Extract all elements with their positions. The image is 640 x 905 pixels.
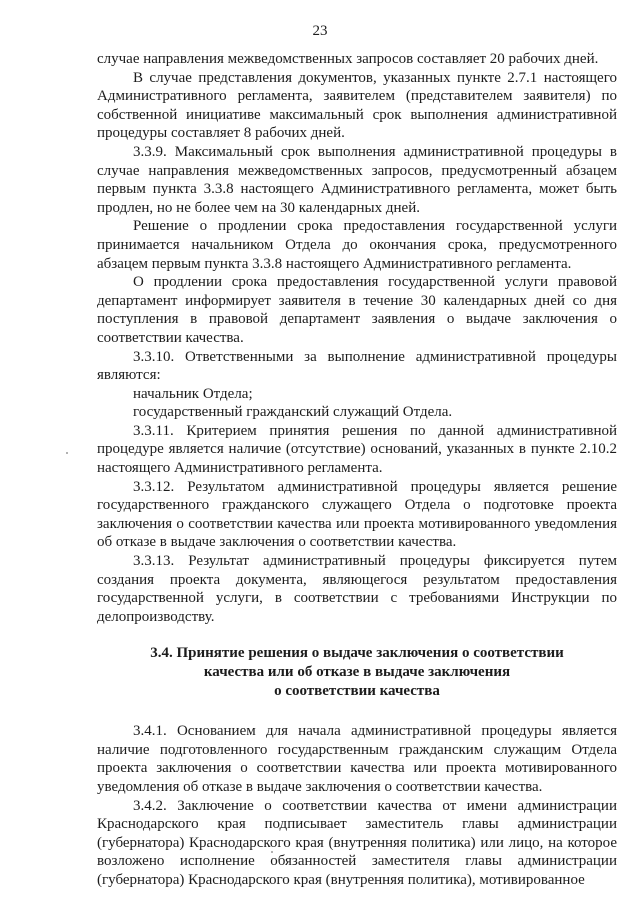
paragraph-3-3-11: 3.3.11. Критерием принятия решения по данной административной процедуре является наличие (отсутствие) оснований, указанных в пункте 2.10.2 настоящего Административного регламента. — [97, 422, 617, 477]
section-heading-3-4 — [97, 644, 617, 700]
paragraph-3-4-2: 3.4.2. Заключение о соответствии качества от имени администрации Краснодарского края подписывает заместитель главы администрации (губернатора) Краснодарского края (внутренняя политика) или лицо, на которое возложено исполнение обязанностей заместителя главы администрации (губернатора) Краснодарского края (внутренняя политика), мотивированное — [97, 797, 617, 888]
paragraph-3-3-9: 3.3.9. Максимальный срок выполнения административной процедуры в случае направления межведомственных запросов, предусмотренный абзацем первым пункта 3.3.8 настоящего Административного регламента, может быть продлен, но не более чем на 30 календарных дней. — [97, 143, 617, 216]
paragraph-3-3-12: 3.3.12. Результатом административной процедуры является решение государственного гражданского служащего Отдела о подготовке проекта заключения о соответствии качества или проекта мотивированного уведомления об отказе в выдаче заключения о соответствии качества. — [97, 478, 617, 551]
section-3-4-text — [97, 722, 617, 889]
section-heading-line: 3.4. Принятие решения о выдаче заключения о соответствии — [150, 645, 564, 662]
section-heading-line: качества или об отказе в выдаче заключения — [203, 664, 511, 680]
scan-speck — [271, 851, 273, 853]
scan-speck — [66, 452, 68, 454]
section-3-3-text — [97, 50, 617, 626]
paragraph-2-7-1: В случае представления документов, указанных пункте 2.7.1 настоящего Административного регламента, заявителем (представителем заявителя) по собственной инициативе максимальный срок выполнения административной процедуры составляет 8 рабочих дней. — [97, 69, 617, 142]
page-number: 23 — [312, 23, 328, 39]
section-heading-line: о соответствии качества — [274, 682, 440, 699]
paragraph-3-3-10: 3.3.10. Ответственными за выполнение административной процедуры являются: — [97, 348, 617, 384]
paragraph-o-prodlenii: О продлении срока предоставления государственной услуги правовой департамент информирует заявителя в течение 30 календарных дней со дня поступления в правовой департамент заявления о выдаче заключения о соответствии качества. — [97, 274, 617, 346]
paragraph-reshenie: Решение о продлении срока предоставления государственной услуги принимается начальником Отдела до окончания срока, предусмотренного абзацем первым пункта 3.3.8 настоящего Административного регламента. — [97, 218, 617, 272]
paragraph-cont: случае направления межведомственных запросов составляет 20 рабочих дней. — [97, 51, 599, 67]
paragraph-nachalnik: начальник Отдела; — [133, 385, 253, 402]
paragraph-sluzhashchiy: государственный гражданский служащий Отдела. — [133, 404, 453, 421]
paragraph-3-3-13: 3.3.13. Результат административный процедуры фиксируется путем создания проекта документа, являющегося результатом предоставления государственной услуги, в соответствии с требованиями Инструкции по делопроизводству. — [97, 553, 617, 625]
document-body — [97, 50, 617, 890]
paragraph-3-4-1: 3.4.1. Основанием для начала административной процедуры является наличие подготовленного государственным гражданским служащим Отдела проекта заключения о соответствии качества или проекта мотивированного уведомления об отказе в выдаче заключения о соответствии качества. — [97, 723, 617, 795]
